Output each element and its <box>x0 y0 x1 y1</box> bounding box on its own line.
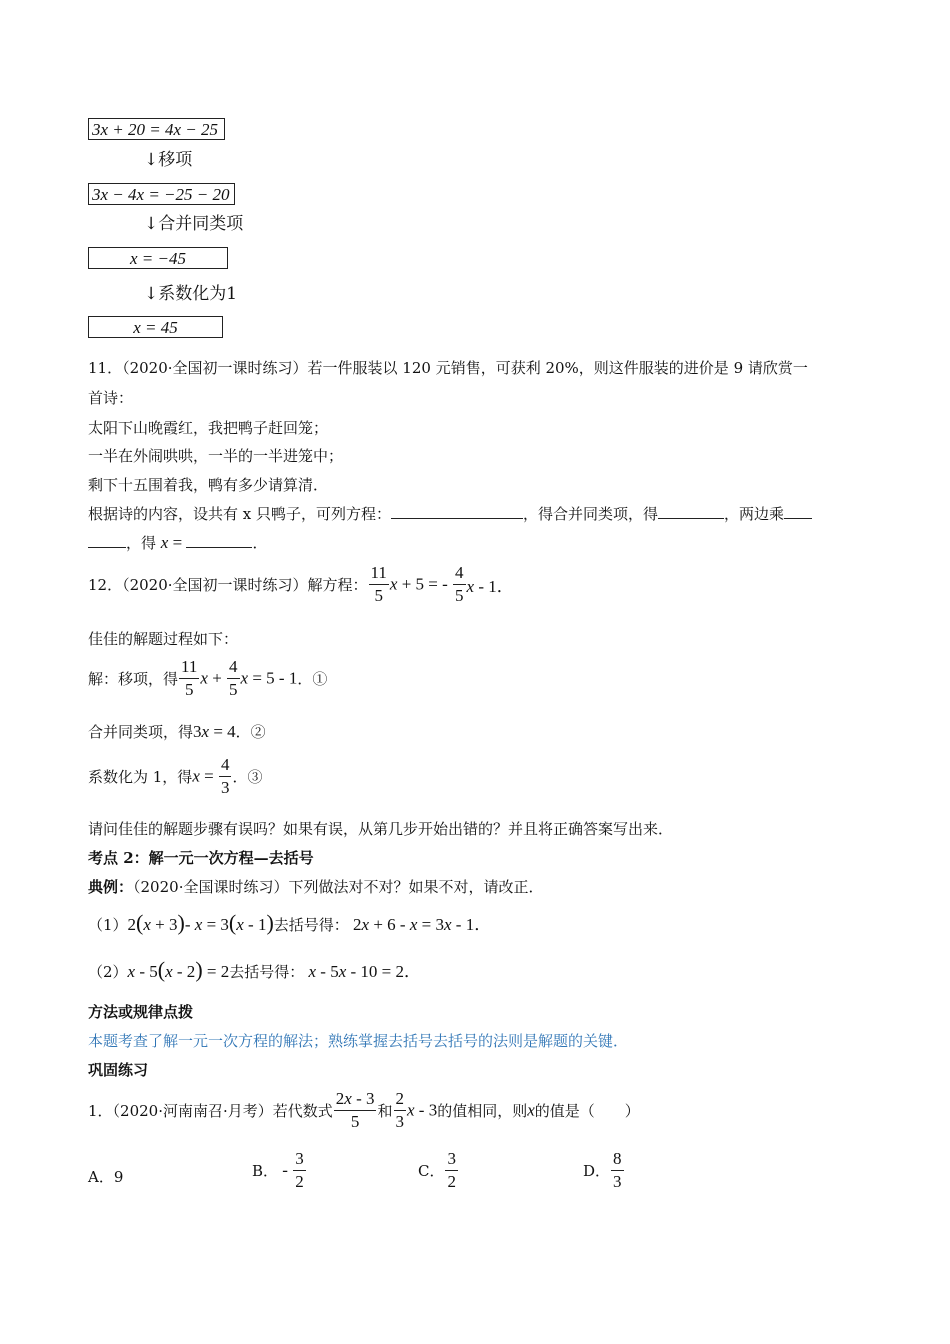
example-text: （2020·全国课时练习）下列做法对不对？如果不对，请改正． <box>133 878 544 896</box>
q11-line6 <box>88 503 812 524</box>
q12-intro: 佳佳的解题过程如下： <box>88 630 239 648</box>
example-label: 典例： <box>88 878 134 896</box>
q12-step2 <box>88 721 266 742</box>
q12-question: 请问佳佳的解题步骤有误吗？如果有误，从第几步开始出错的？并且将正确答案写出来． <box>88 820 674 838</box>
equation-box-1 <box>88 118 225 140</box>
practice-question-1 <box>88 1088 640 1133</box>
answer-blank[interactable] <box>186 533 252 548</box>
q12-problem <box>88 562 514 607</box>
var-x: x <box>160 533 169 552</box>
q11-poem-line2: 一半在外闹哄哄，一半的一半进笼中； <box>88 447 344 465</box>
practice-title: 巩固练习 <box>88 1061 149 1079</box>
fraction: $\frac{2x - 3}{5}$ <box>335 1089 375 1131</box>
math-expr: x - 5(x - 2) = 2 <box>127 957 230 982</box>
q11-text: ，得合并同类项，得 <box>523 505 659 523</box>
fraction: $\frac{3}{2}$ <box>447 1149 456 1191</box>
step-label: 系数化为 1，得 <box>88 768 193 786</box>
option-label: C． <box>418 1162 445 1180</box>
fraction: $\frac{11}{5}$ <box>181 657 198 699</box>
equation-box-4 <box>88 316 223 338</box>
q11-line1: 11．（2020·全国初一课时练习）若一件服装以 120 元销售，可获利 20%，则这件服装的进价是 9 请欣赏一 <box>88 359 808 377</box>
step-tail: ．① <box>297 670 328 688</box>
fraction: $\frac{4}{5}$ <box>455 563 464 605</box>
q-text: 的值是（ ） <box>534 1102 640 1120</box>
q-text: 和 <box>377 1102 393 1120</box>
option-label: A．9 <box>88 1168 124 1186</box>
example-item-1 <box>88 910 491 936</box>
fraction: $\frac{4}{5}$ <box>229 657 238 699</box>
q11-text: ，两边乘 <box>724 505 785 523</box>
example-line <box>88 876 543 897</box>
item-mid: 去括号得： <box>273 916 349 934</box>
answer-blank[interactable] <box>658 504 724 519</box>
step-label: 解：移项，得 <box>88 670 179 688</box>
fraction: $\frac{3}{2}$ <box>295 1149 304 1191</box>
fraction: $\frac{4}{3}$ <box>220 755 230 797</box>
equation-text: 3x + 20 = 4x − 25 <box>92 120 219 139</box>
option-b[interactable] <box>252 1148 307 1193</box>
math-expr: x + 5 = - <box>389 574 453 594</box>
fraction: $\frac{11}{5}$ <box>370 563 387 605</box>
q12-prefix: 12．（2020·全国初一课时练习）解方程： <box>88 576 368 594</box>
q11-text: 根据诗的内容，设共有 x 只鸭子，可列方程： <box>88 505 391 523</box>
option-a[interactable] <box>88 1166 123 1187</box>
step-label: 合并同类项，得 <box>88 723 194 741</box>
q11-text: ． <box>252 534 268 552</box>
item-mid: 去括号得： <box>229 963 305 981</box>
q11-text: ，得 <box>126 534 157 552</box>
equation-text: x = 45 <box>133 318 178 337</box>
option-c[interactable] <box>418 1148 459 1193</box>
math-expr: x = <box>192 766 218 786</box>
flow-step-2: ↓合并同类项 <box>144 214 244 234</box>
option-d[interactable] <box>583 1148 625 1193</box>
math-expr: x + <box>200 668 227 688</box>
method-text: 本题考查了解一元一次方程的解法；熟练掌握去括号去括号的法则是解题的关键． <box>88 1032 629 1050</box>
q12-step1 <box>88 656 327 701</box>
var-x: x <box>527 1100 535 1120</box>
math-expr: x - 5x - 10 = 2． <box>308 962 422 981</box>
answer-blank[interactable] <box>88 533 126 548</box>
equation-box-3 <box>88 247 228 269</box>
method-title: 方法或规律点拨 <box>88 1003 194 1021</box>
equation-text: x = −45 <box>130 249 186 268</box>
equation-text: 3x − 4x = −25 − 20 <box>92 185 230 204</box>
option-label: B． <box>252 1162 279 1180</box>
flow-step-1: ↓移项 <box>144 150 193 170</box>
q11-poem-line3: 剩下十五围着我，鸭有多少请算清． <box>88 476 329 494</box>
example-item-2 <box>88 957 421 983</box>
math-expr: x = 5 - 1 <box>240 668 298 688</box>
step-tail: ．② <box>235 723 266 741</box>
answer-blank[interactable] <box>784 504 812 519</box>
q-text: 1．（2020·河南南召·月考）若代数式 <box>88 1102 333 1120</box>
equals-sign: = <box>168 533 187 552</box>
math-expr: 2x + 6 - x = 3x - 1． <box>348 915 492 934</box>
minus-sign: - <box>278 1160 293 1180</box>
fraction: $\frac{8}{3}$ <box>613 1149 622 1191</box>
q11-line7 <box>88 532 267 553</box>
math-expr: x - 3 <box>407 1100 438 1120</box>
q-text: 的值相同，则 <box>437 1102 528 1120</box>
section-title: 考点 2：解一元一次方程—去括号 <box>88 849 314 867</box>
math-expr: x - 1． <box>466 577 514 596</box>
q11-line2: 首诗： <box>88 389 134 407</box>
q11-poem-line1: 太阳下山晚霞红，我把鸭子赶回笼； <box>88 419 329 437</box>
item-number: （1） <box>88 916 128 934</box>
step-tail: ．③ <box>232 768 263 786</box>
math-expr: 2(x + 3)- x = 3(x - 1) <box>127 910 274 935</box>
q12-step3 <box>88 754 262 799</box>
math-expr: 3x = 4 <box>193 722 236 741</box>
fraction: $\frac{2}{3}$ <box>395 1089 404 1131</box>
item-number: （2） <box>88 963 128 981</box>
answer-blank[interactable] <box>391 504 523 519</box>
equation-box-2 <box>88 183 235 205</box>
flow-step-3: ↓系数化为1 <box>144 284 238 304</box>
option-label: D． <box>583 1162 611 1180</box>
